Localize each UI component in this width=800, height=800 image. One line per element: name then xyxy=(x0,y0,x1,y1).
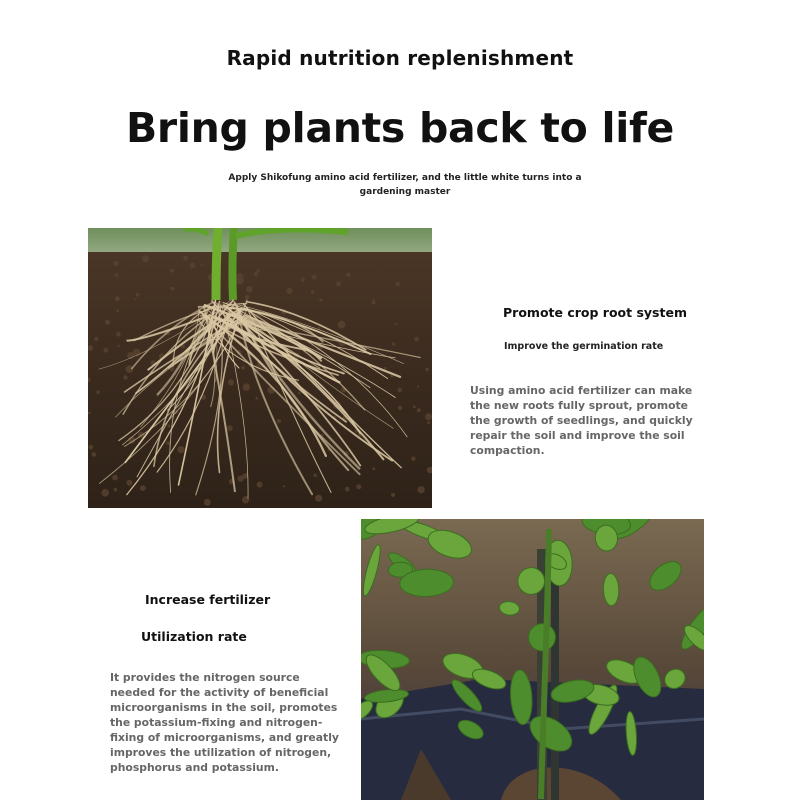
page-tagline: Apply Shikofung amino acid fertilizer, and the little white turns into a gardening master xyxy=(228,173,582,197)
roots-photo xyxy=(88,228,432,508)
page-subtitle: Rapid nutrition replenishment xyxy=(226,46,574,70)
roots-section-title: Promote crop root system xyxy=(503,305,687,320)
fertilizer-section-subtitle: Utilization rate xyxy=(141,629,247,644)
roots-section-subtitle: Improve the germination rate xyxy=(504,341,664,352)
page-headline: Bring plants back to life xyxy=(125,104,675,152)
roots-section-body: Using amino acid fertilizer can make the new roots fully sprout, promote the growth of seedlings, and quickly repair the soil and improve the soil compaction. xyxy=(470,384,693,457)
tomato-photo xyxy=(361,519,704,800)
fertilizer-section-body: It provides the nitrogen source needed for the activity of beneficial microorganisms in the soil, promotes the potassium-fixing and nitrogen-fixing of microorganisms, and greatly improves the utilization of nitrogen, phosphorus and potassium. xyxy=(110,671,339,774)
fertilizer-section-title: Increase fertilizer xyxy=(145,592,271,607)
